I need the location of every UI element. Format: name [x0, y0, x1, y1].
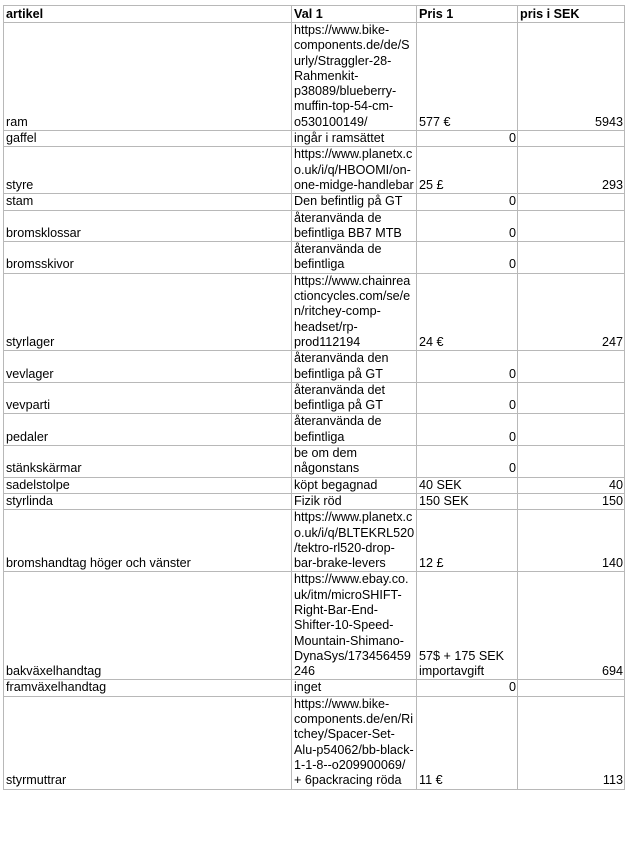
cell-sek[interactable]: [518, 446, 625, 478]
header-pris-1[interactable]: Pris 1: [417, 6, 518, 23]
table-row: [4, 351, 625, 383]
header-pris-i-sek[interactable]: pris i SEK: [518, 6, 625, 23]
cell-pris[interactable]: 0: [417, 210, 518, 242]
cell-val[interactable]: be om dem någonstans: [292, 446, 417, 478]
cell-artikel[interactable]: gaffel: [4, 131, 292, 147]
cell-val[interactable]: https://www.bike-components.de/de/Surly/Straggler-28-Rahmenkit-p38089/blueberry-muffin-top-54-cm-o530100149/: [292, 23, 417, 131]
table-row: [4, 477, 625, 493]
cell-val[interactable]: https://www.planetx.co.uk/i/q/BLTEKRL520/tektro-rl520-drop-bar-brake-levers: [292, 510, 417, 572]
cell-sek[interactable]: [518, 210, 625, 242]
table-row: [4, 131, 625, 147]
table-row: [4, 382, 625, 414]
cell-val[interactable]: återanvända den befintliga på GT: [292, 351, 417, 383]
cell-pris[interactable]: 25 £: [417, 147, 518, 194]
header-row: [4, 6, 625, 23]
cell-sek[interactable]: 140: [518, 510, 625, 572]
cell-val[interactable]: https://www.bike-components.de/en/Ritchey/Spacer-Set-Alu-p54062/bb-black-1-1-8--o209900069/ + 6packracing röda: [292, 696, 417, 789]
cell-val[interactable]: inget: [292, 680, 417, 696]
cell-pris[interactable]: 0: [417, 351, 518, 383]
cell-sek[interactable]: 247: [518, 273, 625, 350]
cell-artikel[interactable]: styrmuttrar: [4, 696, 292, 789]
cell-sek[interactable]: [518, 351, 625, 383]
table-row: [4, 446, 625, 478]
cell-pris[interactable]: 0: [417, 382, 518, 414]
cell-pris[interactable]: 12 £: [417, 510, 518, 572]
cell-val[interactable]: återanvända de befintliga BB7 MTB: [292, 210, 417, 242]
table-row: [4, 493, 625, 509]
table-row: [4, 210, 625, 242]
cell-pris[interactable]: 11 €: [417, 696, 518, 789]
table-row: [4, 696, 625, 789]
cell-sek[interactable]: 694: [518, 572, 625, 680]
table-row: [4, 147, 625, 194]
cell-val[interactable]: återanvända de befintliga: [292, 242, 417, 274]
table-row: [4, 273, 625, 350]
cell-artikel[interactable]: framväxelhandtag: [4, 680, 292, 696]
cell-artikel[interactable]: bakväxelhandtag: [4, 572, 292, 680]
cell-artikel[interactable]: vevlager: [4, 351, 292, 383]
cell-sek[interactable]: 150: [518, 493, 625, 509]
cell-artikel[interactable]: vevparti: [4, 382, 292, 414]
cell-pris[interactable]: 24 €: [417, 273, 518, 350]
cell-val[interactable]: Den befintlig på GT: [292, 194, 417, 210]
cell-artikel[interactable]: stänkskärmar: [4, 446, 292, 478]
cell-sek[interactable]: 293: [518, 147, 625, 194]
cell-artikel[interactable]: styrlinda: [4, 493, 292, 509]
cell-val[interactable]: återanvända det befintliga på GT: [292, 382, 417, 414]
cell-sek[interactable]: [518, 194, 625, 210]
cell-pris[interactable]: 577 €: [417, 23, 518, 131]
cell-sek[interactable]: 5943: [518, 23, 625, 131]
cell-sek[interactable]: 40: [518, 477, 625, 493]
cell-pris[interactable]: 0: [417, 194, 518, 210]
cell-val[interactable]: Fizik röd: [292, 493, 417, 509]
cell-artikel[interactable]: bromsskivor: [4, 242, 292, 274]
table-row: [4, 510, 625, 572]
cell-sek[interactable]: [518, 131, 625, 147]
cell-val[interactable]: https://www.planetx.co.uk/i/q/HBOOMI/on-one-midge-handlebar: [292, 147, 417, 194]
cell-artikel[interactable]: bromshandtag höger och vänster: [4, 510, 292, 572]
table-row: [4, 194, 625, 210]
cell-sek[interactable]: [518, 414, 625, 446]
cell-sek[interactable]: 113: [518, 696, 625, 789]
cell-pris[interactable]: 0: [417, 242, 518, 274]
cell-artikel[interactable]: styre: [4, 147, 292, 194]
table-row: [4, 23, 625, 131]
cell-val[interactable]: ingår i ramsättet: [292, 131, 417, 147]
cell-pris[interactable]: 150 SEK: [417, 493, 518, 509]
cell-artikel[interactable]: bromsklossar: [4, 210, 292, 242]
cell-artikel[interactable]: styrlager: [4, 273, 292, 350]
cell-artikel[interactable]: ram: [4, 23, 292, 131]
header-artikel[interactable]: artikel: [4, 6, 292, 23]
spreadsheet-table: [3, 5, 625, 790]
table-row: [4, 680, 625, 696]
cell-artikel[interactable]: stam: [4, 194, 292, 210]
cell-val[interactable]: https://www.ebay.co.uk/itm/microSHIFT-Right-Bar-End-Shifter-10-Speed-Mountain-Shimano-DynaSys/173456459246: [292, 572, 417, 680]
cell-val[interactable]: köpt begagnad: [292, 477, 417, 493]
cell-pris[interactable]: 40 SEK: [417, 477, 518, 493]
cell-pris[interactable]: 0: [417, 446, 518, 478]
table-row: [4, 242, 625, 274]
cell-artikel[interactable]: sadelstolpe: [4, 477, 292, 493]
cell-artikel[interactable]: pedaler: [4, 414, 292, 446]
cell-sek[interactable]: [518, 382, 625, 414]
cell-val[interactable]: återanvända de befintliga: [292, 414, 417, 446]
cell-sek[interactable]: [518, 680, 625, 696]
cell-pris[interactable]: 0: [417, 680, 518, 696]
cell-sek[interactable]: [518, 242, 625, 274]
table-row: [4, 572, 625, 680]
table-row: [4, 414, 625, 446]
cell-val[interactable]: https://www.chainreactioncycles.com/se/en/ritchey-comp-headset/rp-prod112194: [292, 273, 417, 350]
cell-pris[interactable]: 0: [417, 414, 518, 446]
header-val-1[interactable]: Val 1: [292, 6, 417, 23]
cell-pris[interactable]: 0: [417, 131, 518, 147]
cell-pris[interactable]: 57$ + 175 SEK importavgift: [417, 572, 518, 680]
